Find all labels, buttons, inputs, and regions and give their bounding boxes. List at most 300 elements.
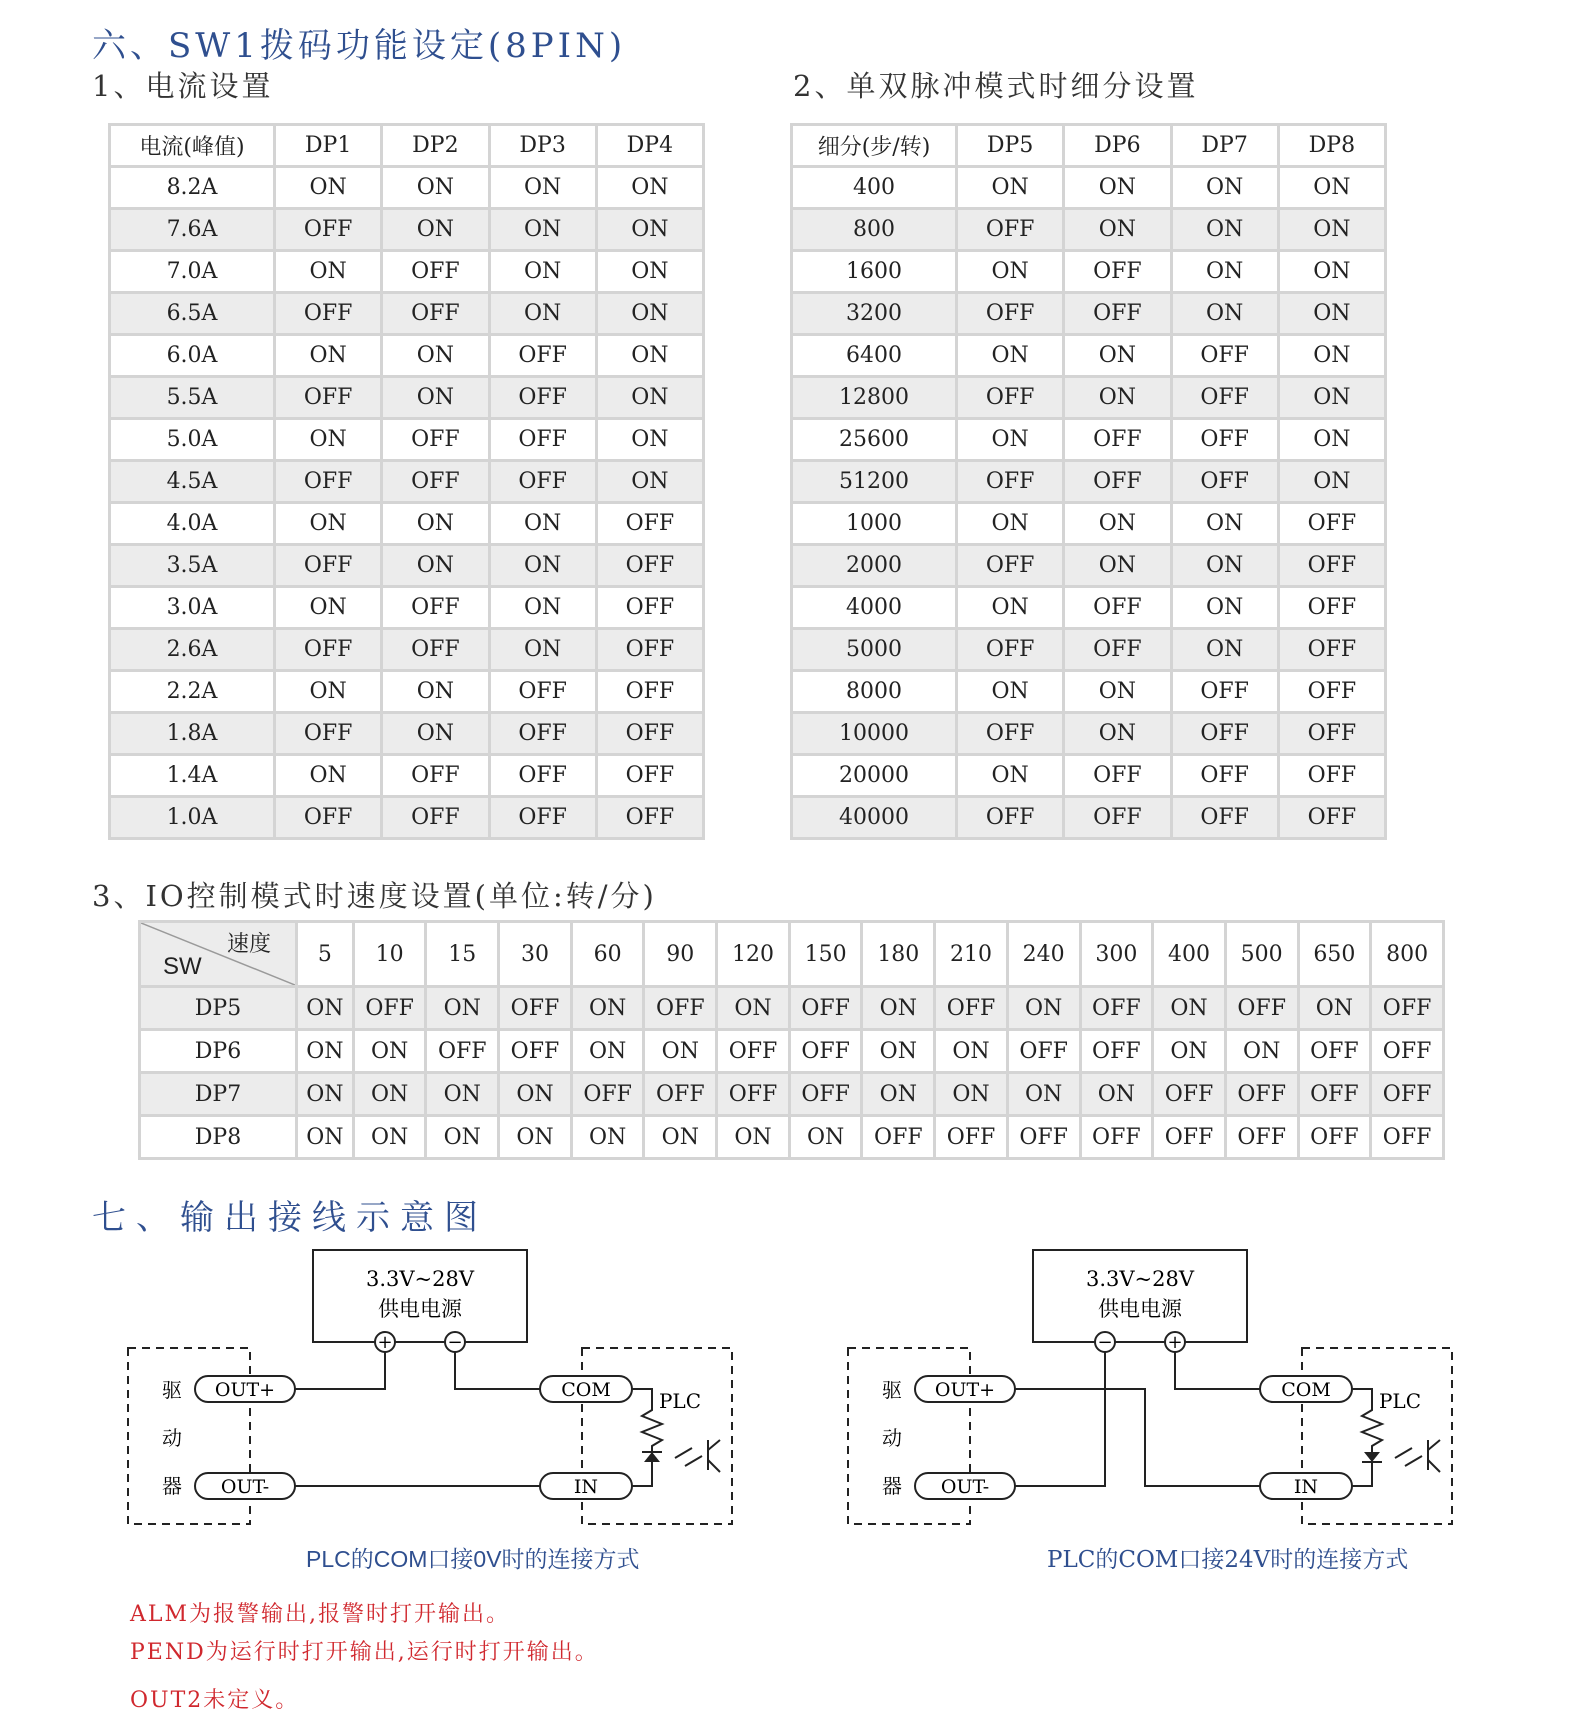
current-cell: ON [489,503,596,545]
table-row [792,209,1386,251]
speed-header: 60 [571,922,644,987]
current-cell: 3.5A [110,545,275,587]
table-row [110,167,704,209]
speed-cell: OFF [789,1030,862,1073]
speed-header: 10 [353,922,426,987]
table-row [792,335,1386,377]
current-cell: OFF [596,629,703,671]
microstep-cell: ON [1278,461,1385,503]
driver-char-2: 动 [162,1426,182,1450]
speed-row-label: DP7 [140,1073,297,1116]
microstep-header-1: DP5 [957,125,1064,167]
current-cell: OFF [596,755,703,797]
current-cell: 7.0A [110,251,275,293]
speed-header: 30 [499,922,572,987]
microstep-cell: ON [1278,167,1385,209]
microstep-cell: 51200 [792,461,957,503]
microstep-cell: ON [1064,713,1171,755]
current-cell: ON [382,209,489,251]
table-row [110,419,704,461]
table-row [110,629,704,671]
speed-header: 800 [1371,922,1444,987]
note-alm: ALM为报警输出,报警时打开输出。 [130,1602,511,1627]
out-minus-label: OUT- [940,1476,990,1498]
microstep-cell: ON [1171,293,1278,335]
current-cell: 7.6A [110,209,275,251]
current-cell: 4.5A [110,461,275,503]
microstep-cell: ON [1171,587,1278,629]
current-cell: OFF [382,797,489,839]
speed-cell: OFF [1225,1116,1298,1159]
speed-cell: ON [426,1116,499,1159]
driver-char-3: 器 [882,1474,902,1498]
current-cell: ON [275,167,382,209]
microstep-cell: ON [1171,503,1278,545]
microstep-cell: OFF [1171,419,1278,461]
microstep-cell: OFF [1064,461,1171,503]
microstep-cell: OFF [957,713,1064,755]
current-cell: 4.0A [110,503,275,545]
speed-cell: ON [1080,1073,1153,1116]
current-cell: ON [596,167,703,209]
microstep-cell: 6400 [792,335,957,377]
microstep-cell: OFF [957,461,1064,503]
current-header-2: DP2 [382,125,489,167]
table-row [792,419,1386,461]
microstep-cell: ON [957,335,1064,377]
microstep-cell: 8000 [792,671,957,713]
current-cell: OFF [382,461,489,503]
speed-cell: OFF [644,1073,717,1116]
speed-cell: ON [644,1030,717,1073]
current-cell: OFF [489,755,596,797]
current-cell: 3.0A [110,587,275,629]
microstep-cell: 2000 [792,545,957,587]
speed-cell: ON [862,1073,935,1116]
corner-speed-label: 速度 [226,932,271,957]
speed-cell: OFF [1007,1030,1080,1073]
table-row [110,209,704,251]
microstep-cell: OFF [1171,335,1278,377]
minus-sign: − [447,1332,463,1353]
speed-cell: OFF [1153,1073,1226,1116]
microstep-cell: OFF [1064,419,1171,461]
caption-right: PLC的COM口接24V时的连接方式 [1047,1547,1409,1573]
current-cell: ON [275,251,382,293]
table-row [792,755,1386,797]
speed-row-label: DP8 [140,1116,297,1159]
speed-cell: ON [426,1073,499,1116]
current-cell: OFF [596,587,703,629]
current-cell: ON [275,671,382,713]
table-row [792,293,1386,335]
table-row [792,545,1386,587]
speed-cell: OFF [789,1073,862,1116]
speed-header: 90 [644,922,717,987]
microstep-cell: 1600 [792,251,957,293]
current-table [108,123,705,840]
current-cell: OFF [382,755,489,797]
speed-cell: ON [862,987,935,1030]
current-cell: ON [489,587,596,629]
speed-row-label: DP6 [140,1030,297,1073]
speed-cell: ON [935,1030,1008,1073]
caption-left: PLC的COM口接0V时的连接方式 [306,1546,640,1572]
current-cell: OFF [489,713,596,755]
current-cell: ON [275,419,382,461]
speed-header: 15 [426,922,499,987]
microstep-cell: OFF [957,797,1064,839]
microstep-cell: OFF [957,293,1064,335]
microstep-cell: 25600 [792,419,957,461]
speed-cell: ON [1007,1073,1080,1116]
microstep-cell: OFF [1171,713,1278,755]
speed-cell: OFF [862,1116,935,1159]
microstep-cell: OFF [1278,545,1385,587]
current-cell: ON [596,335,703,377]
microstep-cell: OFF [1064,629,1171,671]
current-header-1: DP1 [275,125,382,167]
speed-header: 5 [297,922,354,987]
microstep-cell: ON [957,587,1064,629]
microstep-cell: ON [957,167,1064,209]
current-cell: ON [489,167,596,209]
speed-cell: OFF [935,987,1008,1030]
microstep-cell: ON [1064,335,1171,377]
wire-out-plus [1015,1389,1260,1486]
table-row [110,713,704,755]
section-7-title: 七、输出接线示意图 [92,1198,488,1238]
current-cell: ON [275,335,382,377]
speed-cell: OFF [717,1073,790,1116]
wire-out-minus [1015,1352,1105,1486]
phototransistor-icon [1428,1440,1440,1472]
microstep-cell: OFF [1064,251,1171,293]
speed-cell: OFF [1298,1073,1371,1116]
power-supply-box [1033,1250,1247,1342]
current-cell: 6.0A [110,335,275,377]
speed-cell: OFF [1080,1030,1153,1073]
speed-cell: ON [571,1116,644,1159]
current-header-0: 电流(峰值) [110,125,275,167]
current-cell: OFF [382,587,489,629]
speed-header: 500 [1225,922,1298,987]
section-6-title: 六、SW1拨码功能设定(8PIN) [92,26,627,66]
speed-cell: OFF [1080,987,1153,1030]
plc-label: PLC [658,1389,702,1413]
driver-char-1: 驱 [162,1378,182,1402]
supply-label: 供电电源 [1098,1297,1182,1321]
current-cell: ON [382,713,489,755]
current-cell: 2.6A [110,629,275,671]
microstep-cell: OFF [1064,755,1171,797]
microstep-cell: ON [1171,251,1278,293]
speed-header: 120 [717,922,790,987]
speed-setting-title: 3、IO控制模式时速度设置(单位:转/分) [92,879,657,913]
speed-cell: ON [644,1116,717,1159]
microstep-cell: ON [1278,209,1385,251]
speed-cell: ON [426,987,499,1030]
table-row [110,251,704,293]
speed-cell: OFF [426,1030,499,1073]
microstep-cell: ON [1064,671,1171,713]
microstep-cell: 400 [792,167,957,209]
table-row [792,587,1386,629]
speed-cell: ON [789,1116,862,1159]
current-cell: OFF [275,293,382,335]
table-row [110,293,704,335]
com-label: COM [561,1379,611,1401]
driver-char-3: 器 [162,1474,182,1498]
table-row [110,671,704,713]
table-row [110,797,704,839]
note-pend: PEND为运行时打开输出,运行时打开输出。 [130,1640,599,1665]
speed-header: 300 [1080,922,1153,987]
speed-cell: ON [353,1116,426,1159]
table-row [110,503,704,545]
phototransistor-icon [708,1440,720,1472]
in-label: IN [573,1476,599,1498]
speed-cell: OFF [499,987,572,1030]
speed-header: 210 [935,922,1008,987]
current-cell: ON [489,293,596,335]
current-cell: 5.0A [110,419,275,461]
current-cell: OFF [275,629,382,671]
speed-cell: ON [571,1030,644,1073]
current-cell: OFF [489,419,596,461]
speed-cell: ON [499,1073,572,1116]
microstep-cell: 3200 [792,293,957,335]
microstep-cell: OFF [1171,377,1278,419]
speed-cell: ON [717,987,790,1030]
microstep-cell: ON [1171,545,1278,587]
current-cell: OFF [489,461,596,503]
speed-cell: ON [571,987,644,1030]
current-cell: ON [382,545,489,587]
supply-label: 供电电源 [378,1297,462,1321]
current-cell: ON [382,671,489,713]
out-plus-label: OUT+ [214,1379,276,1401]
current-cell: OFF [596,713,703,755]
current-cell: OFF [275,377,382,419]
speed-header: 180 [862,922,935,987]
current-cell: OFF [489,797,596,839]
speed-cell: OFF [1371,1073,1444,1116]
table-row [792,671,1386,713]
table-row [792,461,1386,503]
resistor-icon [632,1389,662,1486]
microstep-cell: 40000 [792,797,957,839]
microstep-header-4: DP8 [1278,125,1385,167]
current-cell: OFF [382,251,489,293]
current-cell: ON [489,251,596,293]
speed-cell: ON [297,1030,354,1073]
microstep-cell: OFF [1064,797,1171,839]
microstep-cell: 20000 [792,755,957,797]
current-header-3: DP3 [489,125,596,167]
microstep-setting-title: 2、单双脉冲模式时细分设置 [793,69,1199,103]
current-cell: ON [382,335,489,377]
microstep-cell: OFF [957,377,1064,419]
microstep-cell: OFF [957,629,1064,671]
microstep-cell: OFF [1278,671,1385,713]
supply-voltage: 3.3V~28V [1085,1267,1195,1291]
microstep-cell: ON [1278,335,1385,377]
current-cell: ON [382,377,489,419]
microstep-cell: ON [1278,251,1385,293]
current-cell: OFF [596,545,703,587]
current-cell: ON [596,377,703,419]
speed-cell: ON [1298,987,1371,1030]
driver-char-2: 动 [882,1426,902,1450]
speed-cell: ON [353,1030,426,1073]
microstep-cell: 1000 [792,503,957,545]
microstep-table [790,123,1387,840]
microstep-cell: ON [957,671,1064,713]
current-cell: OFF [489,377,596,419]
table-row [140,1030,1444,1073]
wire-out-plus [295,1352,385,1389]
microstep-cell: 4000 [792,587,957,629]
microstep-cell: ON [957,251,1064,293]
speed-cell: OFF [1153,1116,1226,1159]
microstep-cell: ON [1064,209,1171,251]
driver-char-1: 驱 [882,1378,902,1402]
speed-cell: OFF [499,1030,572,1073]
microstep-cell: OFF [1278,713,1385,755]
microstep-cell: ON [957,755,1064,797]
speed-cell: ON [297,1116,354,1159]
microstep-cell: 12800 [792,377,957,419]
microstep-cell: OFF [957,209,1064,251]
speed-cell: OFF [1225,987,1298,1030]
table-row [110,377,704,419]
table-row [792,251,1386,293]
current-setting-title: 1、电流设置 [92,69,274,103]
microstep-cell: OFF [1064,293,1171,335]
current-cell: 1.4A [110,755,275,797]
current-cell: OFF [275,797,382,839]
plc-label: PLC [1378,1389,1422,1413]
microstep-cell: ON [1064,167,1171,209]
speed-cell: OFF [1371,987,1444,1030]
current-cell: 6.5A [110,293,275,335]
current-cell: OFF [275,545,382,587]
speed-cell: ON [1153,987,1226,1030]
microstep-header-3: DP7 [1171,125,1278,167]
minus-sign: − [1097,1332,1113,1353]
wiring-diagram-com-24v [840,1240,1460,1530]
table-row [110,587,704,629]
microstep-cell: OFF [1278,755,1385,797]
speed-cell: ON [297,987,354,1030]
light-arrows-icon [1395,1448,1422,1466]
corner-sw-label: SW [163,953,202,980]
current-cell: 1.0A [110,797,275,839]
current-cell: ON [596,293,703,335]
current-cell: OFF [382,629,489,671]
current-cell: OFF [382,293,489,335]
current-cell: ON [596,419,703,461]
microstep-cell: OFF [1171,461,1278,503]
microstep-cell: 5000 [792,629,957,671]
led-icon [644,1452,660,1462]
speed-cell: OFF [1080,1116,1153,1159]
wiring-diagram-com-0v [120,1240,740,1530]
table-row [110,335,704,377]
speed-cell: OFF [353,987,426,1030]
microstep-cell: OFF [1064,587,1171,629]
speed-cell: OFF [789,987,862,1030]
microstep-cell: ON [1278,419,1385,461]
current-cell: OFF [596,797,703,839]
speed-header: 150 [789,922,862,987]
speed-cell: OFF [1225,1073,1298,1116]
speed-header: 650 [1298,922,1371,987]
current-cell: 1.8A [110,713,275,755]
current-cell: OFF [382,419,489,461]
table-row [792,629,1386,671]
table-row [140,1073,1444,1116]
out-minus-label: OUT- [220,1476,270,1498]
current-cell: ON [489,209,596,251]
table-row [792,713,1386,755]
speed-cell: OFF [1371,1030,1444,1073]
microstep-cell: 10000 [792,713,957,755]
supply-voltage: 3.3V~28V [365,1267,475,1291]
speed-cell: ON [1007,987,1080,1030]
speed-cell: ON [862,1030,935,1073]
current-cell: ON [596,461,703,503]
microstep-cell: OFF [1278,587,1385,629]
speed-cell: ON [717,1116,790,1159]
speed-cell: OFF [717,1030,790,1073]
current-cell: OFF [596,671,703,713]
current-cell: 8.2A [110,167,275,209]
current-cell: OFF [275,461,382,503]
speed-header: 240 [1007,922,1080,987]
speed-cell: OFF [644,987,717,1030]
microstep-cell: 800 [792,209,957,251]
wire-com [455,1352,540,1389]
microstep-header-0: 细分(步/转) [792,125,957,167]
com-label: COM [1281,1379,1331,1401]
speed-header: 400 [1153,922,1226,987]
resistor-icon [1352,1389,1382,1486]
speed-corner-cell [140,922,297,987]
microstep-header-2: DP6 [1064,125,1171,167]
table-row [140,987,1444,1030]
speed-cell: OFF [1298,1116,1371,1159]
speed-cell: ON [353,1073,426,1116]
speed-cell: OFF [1298,1030,1371,1073]
current-cell: ON [489,629,596,671]
current-cell: OFF [275,713,382,755]
microstep-cell: ON [957,503,1064,545]
microstep-cell: ON [1064,545,1171,587]
microstep-cell: OFF [1171,671,1278,713]
table-row [792,167,1386,209]
speed-table [138,920,1445,1160]
current-cell: ON [275,587,382,629]
wire-com [1175,1352,1260,1389]
microstep-cell: ON [1278,377,1385,419]
current-cell: ON [596,209,703,251]
microstep-cell: ON [1171,167,1278,209]
current-cell: ON [275,755,382,797]
current-cell: ON [489,545,596,587]
microstep-cell: OFF [957,545,1064,587]
